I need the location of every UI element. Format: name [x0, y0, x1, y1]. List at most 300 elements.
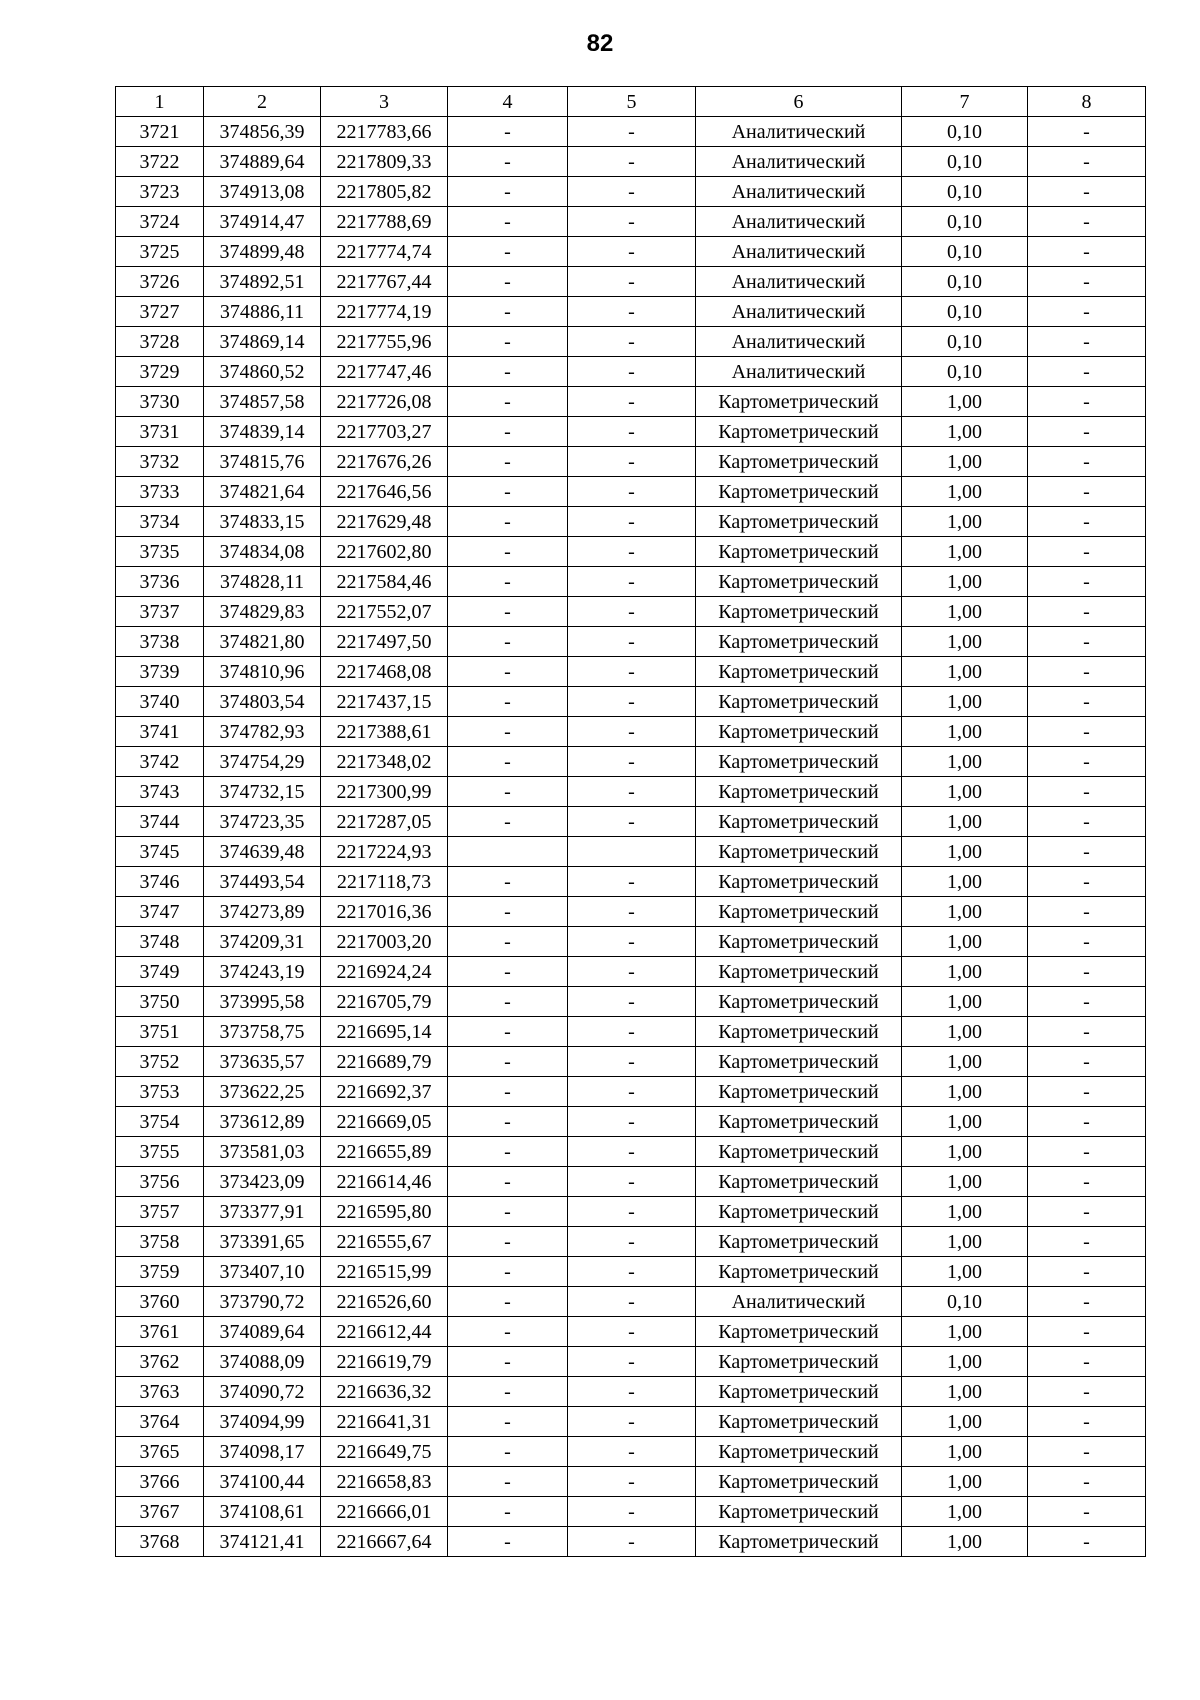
table-cell-col-2: 374723,35 — [204, 807, 321, 837]
table-cell-col-4: - — [448, 267, 568, 297]
table-cell-col-1: 3728 — [116, 327, 204, 357]
table-cell-col-6: Аналитический — [696, 357, 902, 387]
table-row — [116, 777, 1146, 807]
table-cell-col-4: - — [448, 687, 568, 717]
table-cell-col-6: Картометрический — [696, 717, 902, 747]
table-cell-col-2: 374856,39 — [204, 117, 321, 147]
table-cell-col-1: 3765 — [116, 1437, 204, 1467]
table-cell-col-6: Картометрический — [696, 1077, 902, 1107]
table-row — [116, 1137, 1146, 1167]
table-cell-col-8: - — [1028, 1497, 1146, 1527]
table-cell-col-5: - — [568, 117, 696, 147]
table-cell-col-3: 2217602,80 — [321, 537, 448, 567]
table-cell-col-8: - — [1028, 717, 1146, 747]
table-cell-col-4: - — [448, 1347, 568, 1377]
table-cell-col-3: 2216515,99 — [321, 1257, 448, 1287]
table-cell-col-6: Картометрический — [696, 957, 902, 987]
table-cell-col-3: 2217584,46 — [321, 567, 448, 597]
table-cell-col-7: 1,00 — [902, 627, 1028, 657]
column-header-8: 8 — [1028, 87, 1146, 117]
table-cell-col-7: 1,00 — [902, 957, 1028, 987]
table-cell-col-6: Аналитический — [696, 177, 902, 207]
table-cell-col-3: 2217805,82 — [321, 177, 448, 207]
table-cell-col-3: 2217118,73 — [321, 867, 448, 897]
table-cell-col-3: 2217747,46 — [321, 357, 448, 387]
table-cell-col-5: - — [568, 1317, 696, 1347]
table-cell-col-4: - — [448, 1107, 568, 1137]
table-cell-col-1: 3743 — [116, 777, 204, 807]
table-cell-col-8: - — [1028, 867, 1146, 897]
table-cell-col-5: - — [568, 1197, 696, 1227]
table-cell-col-2: 373391,65 — [204, 1227, 321, 1257]
table-cell-col-5: - — [568, 1017, 696, 1047]
table-cell-col-3: 2217629,48 — [321, 507, 448, 537]
table-cell-col-1: 3732 — [116, 447, 204, 477]
table-row — [116, 657, 1146, 687]
table-cell-col-2: 373612,89 — [204, 1107, 321, 1137]
table-cell-col-5: - — [568, 327, 696, 357]
table-cell-col-4: - — [448, 777, 568, 807]
column-header-3: 3 — [321, 87, 448, 117]
table-row — [116, 897, 1146, 927]
table-cell-col-6: Картометрический — [696, 1377, 902, 1407]
table-cell-col-4: - — [448, 1287, 568, 1317]
table-cell-col-6: Картометрический — [696, 597, 902, 627]
table-cell-col-7: 0,10 — [902, 147, 1028, 177]
table-cell-col-4: - — [448, 927, 568, 957]
table-row — [116, 1317, 1146, 1347]
table-cell-col-5: - — [568, 237, 696, 267]
table-row — [116, 867, 1146, 897]
table-cell-col-1: 3734 — [116, 507, 204, 537]
table-cell-col-4: - — [448, 1407, 568, 1437]
table-cell-col-5: - — [568, 1077, 696, 1107]
table-cell-col-2: 373635,57 — [204, 1047, 321, 1077]
table-row — [116, 1077, 1146, 1107]
table-cell-col-4: - — [448, 957, 568, 987]
table-cell-col-1: 3745 — [116, 837, 204, 867]
table-row — [116, 177, 1146, 207]
table-cell-col-6: Картометрический — [696, 387, 902, 417]
table-cell-col-2: 373423,09 — [204, 1167, 321, 1197]
table-cell-col-8: - — [1028, 207, 1146, 237]
table-cell-col-3: 2217437,15 — [321, 687, 448, 717]
table-cell-col-4: - — [448, 567, 568, 597]
table-cell-col-5: - — [568, 987, 696, 1017]
table-cell-col-8: - — [1028, 237, 1146, 267]
table-cell-col-7: 1,00 — [902, 1107, 1028, 1137]
table-cell-col-5: - — [568, 1377, 696, 1407]
table-cell-col-3: 2217552,07 — [321, 597, 448, 627]
table-row — [116, 1407, 1146, 1437]
table-cell-col-7: 1,00 — [902, 1137, 1028, 1167]
table-cell-col-2: 374914,47 — [204, 207, 321, 237]
table-cell-col-7: 1,00 — [902, 1317, 1028, 1347]
table-cell-col-5: - — [568, 747, 696, 777]
table-cell-col-1: 3767 — [116, 1497, 204, 1527]
column-header-2: 2 — [204, 87, 321, 117]
table-cell-col-2: 374209,31 — [204, 927, 321, 957]
table-cell-col-2: 374493,54 — [204, 867, 321, 897]
table-cell-col-7: 1,00 — [902, 1467, 1028, 1497]
table-cell-col-8: - — [1028, 897, 1146, 927]
table-cell-col-1: 3721 — [116, 117, 204, 147]
table-cell-col-6: Аналитический — [696, 1287, 902, 1317]
table-cell-col-2: 374639,48 — [204, 837, 321, 867]
table-cell-col-8: - — [1028, 1167, 1146, 1197]
table-cell-col-6: Картометрический — [696, 1347, 902, 1377]
table-cell-col-2: 373407,10 — [204, 1257, 321, 1287]
table-cell-col-7: 1,00 — [902, 1437, 1028, 1467]
table-cell-col-8: - — [1028, 297, 1146, 327]
page-number: 82 — [586, 30, 614, 57]
table-row — [116, 147, 1146, 177]
table-cell-col-5: - — [568, 1497, 696, 1527]
table-cell-col-7: 1,00 — [902, 537, 1028, 567]
table-cell-col-7: 1,00 — [902, 417, 1028, 447]
table-cell-col-6: Картометрический — [696, 507, 902, 537]
table-cell-col-1: 3762 — [116, 1347, 204, 1377]
table-cell-col-7: 1,00 — [902, 1077, 1028, 1107]
table-cell-col-6: Картометрический — [696, 1527, 902, 1557]
table-cell-col-3: 2217788,69 — [321, 207, 448, 237]
table-cell-col-2: 374892,51 — [204, 267, 321, 297]
table-cell-col-5: - — [568, 627, 696, 657]
table-cell-col-7: 1,00 — [902, 447, 1028, 477]
table-cell-col-6: Картометрический — [696, 927, 902, 957]
table-cell-col-1: 3737 — [116, 597, 204, 627]
table-cell-col-7: 1,00 — [902, 1167, 1028, 1197]
table-cell-col-8: - — [1028, 1047, 1146, 1077]
table-cell-col-5: - — [568, 957, 696, 987]
table-cell-col-8: - — [1028, 1077, 1146, 1107]
table-cell-col-1: 3726 — [116, 267, 204, 297]
table-cell-col-1: 3731 — [116, 417, 204, 447]
table-cell-col-3: 2216641,31 — [321, 1407, 448, 1437]
table-cell-col-1: 3761 — [116, 1317, 204, 1347]
table-cell-col-8: - — [1028, 1137, 1146, 1167]
table-cell-col-3: 2216655,89 — [321, 1137, 448, 1167]
column-header-4: 4 — [448, 87, 568, 117]
table-cell-col-4: - — [448, 147, 568, 177]
table-cell-col-8: - — [1028, 687, 1146, 717]
table-cell-col-7: 1,00 — [902, 387, 1028, 417]
table-cell-col-5: - — [568, 867, 696, 897]
table-cell-col-4: - — [448, 1197, 568, 1227]
table-cell-col-2: 374899,48 — [204, 237, 321, 267]
table-cell-col-1: 3747 — [116, 897, 204, 927]
table-cell-col-3: 2217287,05 — [321, 807, 448, 837]
table-cell-col-7: 1,00 — [902, 807, 1028, 837]
table-cell-col-2: 374821,64 — [204, 477, 321, 507]
table-cell-col-2: 374810,96 — [204, 657, 321, 687]
table-cell-col-4: - — [448, 207, 568, 237]
table-cell-col-7: 1,00 — [902, 1047, 1028, 1077]
table-cell-col-4: - — [448, 897, 568, 927]
table-cell-col-6: Картометрический — [696, 837, 902, 867]
table-cell-col-6: Картометрический — [696, 897, 902, 927]
table-cell-col-5: - — [568, 1287, 696, 1317]
table-row — [116, 1347, 1146, 1377]
table-cell-col-6: Аналитический — [696, 207, 902, 237]
table-cell-col-4: - — [448, 1047, 568, 1077]
table-row — [116, 807, 1146, 837]
table-cell-col-2: 374857,58 — [204, 387, 321, 417]
table-cell-col-1: 3735 — [116, 537, 204, 567]
table-cell-col-3: 2217676,26 — [321, 447, 448, 477]
table-cell-col-2: 374108,61 — [204, 1497, 321, 1527]
table-row — [116, 117, 1146, 147]
table-cell-col-2: 374098,17 — [204, 1437, 321, 1467]
table-cell-col-6: Картометрический — [696, 1107, 902, 1137]
table-row — [116, 1497, 1146, 1527]
table-cell-col-5: - — [568, 597, 696, 627]
table-cell-col-5: - — [568, 357, 696, 387]
table-cell-col-3: 2216667,64 — [321, 1527, 448, 1557]
table-cell-col-4: - — [448, 387, 568, 417]
table-cell-col-7: 1,00 — [902, 837, 1028, 867]
table-cell-col-2: 374243,19 — [204, 957, 321, 987]
table-cell-col-6: Аналитический — [696, 117, 902, 147]
table-cell-col-4: - — [448, 507, 568, 537]
table-cell-col-7: 1,00 — [902, 1347, 1028, 1377]
table-cell-col-4: - — [448, 597, 568, 627]
table-cell-col-5: - — [568, 387, 696, 417]
table-cell-col-6: Картометрический — [696, 1407, 902, 1437]
table-cell-col-7: 1,00 — [902, 1527, 1028, 1557]
table-row — [116, 207, 1146, 237]
table-row — [116, 627, 1146, 657]
table-cell-col-8: - — [1028, 1107, 1146, 1137]
table-row — [116, 747, 1146, 777]
table-cell-col-7: 1,00 — [902, 507, 1028, 537]
table-cell-col-7: 0,10 — [902, 357, 1028, 387]
table-cell-col-3: 2216689,79 — [321, 1047, 448, 1077]
table-cell-col-2: 374121,41 — [204, 1527, 321, 1557]
table-cell-col-1: 3766 — [116, 1467, 204, 1497]
table-row — [116, 717, 1146, 747]
table-cell-col-7: 1,00 — [902, 717, 1028, 747]
table-cell-col-1: 3736 — [116, 567, 204, 597]
table-cell-col-7: 1,00 — [902, 657, 1028, 687]
table-cell-col-7: 0,10 — [902, 327, 1028, 357]
table-cell-col-1: 3724 — [116, 207, 204, 237]
table-cell-col-1: 3722 — [116, 147, 204, 177]
table-cell-col-2: 374088,09 — [204, 1347, 321, 1377]
table-cell-col-8: - — [1028, 927, 1146, 957]
table-cell-col-5: - — [568, 1347, 696, 1377]
table-cell-col-4: - — [448, 1257, 568, 1287]
table-cell-col-2: 374834,08 — [204, 537, 321, 567]
table-cell-col-2: 374829,83 — [204, 597, 321, 627]
table-cell-col-8: - — [1028, 447, 1146, 477]
table-cell-col-6: Картометрический — [696, 807, 902, 837]
table-cell-col-8: - — [1028, 1197, 1146, 1227]
table-cell-col-4: - — [448, 1527, 568, 1557]
table-cell-col-8: - — [1028, 537, 1146, 567]
table-cell-col-3: 2216619,79 — [321, 1347, 448, 1377]
table-row — [116, 537, 1146, 567]
table-cell-col-5: - — [568, 297, 696, 327]
table-cell-col-1: 3725 — [116, 237, 204, 267]
table-cell-col-2: 374886,11 — [204, 297, 321, 327]
table-row — [116, 1047, 1146, 1077]
table-cell-col-4: - — [448, 1017, 568, 1047]
table-cell-col-1: 3749 — [116, 957, 204, 987]
table-cell-col-5: - — [568, 897, 696, 927]
table-cell-col-2: 374833,15 — [204, 507, 321, 537]
table-cell-col-2: 373995,58 — [204, 987, 321, 1017]
table-cell-col-3: 2216555,67 — [321, 1227, 448, 1257]
table-cell-col-7: 1,00 — [902, 1257, 1028, 1287]
table-cell-col-1: 3741 — [116, 717, 204, 747]
table-cell-col-3: 2217809,33 — [321, 147, 448, 177]
table-cell-col-4: - — [448, 417, 568, 447]
table-cell-col-6: Картометрический — [696, 1437, 902, 1467]
table-cell-col-1: 3740 — [116, 687, 204, 717]
table-cell-col-6: Картометрический — [696, 687, 902, 717]
table-cell-col-4: - — [448, 1167, 568, 1197]
table-row — [116, 1257, 1146, 1287]
table-cell-col-7: 1,00 — [902, 597, 1028, 627]
table-row — [116, 1377, 1146, 1407]
table-row — [116, 1167, 1146, 1197]
table-cell-col-2: 374782,93 — [204, 717, 321, 747]
table-row — [116, 687, 1146, 717]
table-cell-col-5: - — [568, 1227, 696, 1257]
table-cell-col-1: 3748 — [116, 927, 204, 957]
table-cell-col-4: - — [448, 1137, 568, 1167]
table-cell-col-4: - — [448, 1377, 568, 1407]
table-cell-col-1: 3723 — [116, 177, 204, 207]
table-cell-col-8: - — [1028, 327, 1146, 357]
table-cell-col-1: 3742 — [116, 747, 204, 777]
table-row — [116, 1437, 1146, 1467]
table-cell-col-6: Картометрический — [696, 1497, 902, 1527]
column-header-7: 7 — [902, 87, 1028, 117]
table-cell-col-1: 3756 — [116, 1167, 204, 1197]
table-cell-col-1: 3764 — [116, 1407, 204, 1437]
table-row — [116, 1527, 1146, 1557]
table-cell-col-2: 374273,89 — [204, 897, 321, 927]
table-cell-col-1: 3760 — [116, 1287, 204, 1317]
table-cell-col-6: Картометрический — [696, 417, 902, 447]
table-cell-col-1: 3753 — [116, 1077, 204, 1107]
table-cell-col-5: - — [568, 567, 696, 597]
table-cell-col-8: - — [1028, 747, 1146, 777]
table-cell-col-4: - — [448, 1317, 568, 1347]
table-row — [116, 1197, 1146, 1227]
table-cell-col-7: 0,10 — [902, 237, 1028, 267]
table-cell-col-5: - — [568, 927, 696, 957]
table-cell-col-2: 374839,14 — [204, 417, 321, 447]
table-cell-col-2: 373377,91 — [204, 1197, 321, 1227]
table-cell-col-8: - — [1028, 507, 1146, 537]
table-row — [116, 297, 1146, 327]
table-cell-col-6: Картометрический — [696, 1317, 902, 1347]
table-cell-col-8: - — [1028, 1467, 1146, 1497]
table-cell-col-4: - — [448, 327, 568, 357]
table-cell-col-3: 2216705,79 — [321, 987, 448, 1017]
table-cell-col-8: - — [1028, 1227, 1146, 1257]
table-cell-col-7: 0,10 — [902, 117, 1028, 147]
table-cell-col-3: 2217497,50 — [321, 627, 448, 657]
table-cell-col-7: 1,00 — [902, 987, 1028, 1017]
header-row — [116, 87, 1146, 117]
table-cell-col-2: 374089,64 — [204, 1317, 321, 1347]
table-row — [116, 417, 1146, 447]
table-cell-col-1: 3739 — [116, 657, 204, 687]
table-cell-col-2: 374803,54 — [204, 687, 321, 717]
table-cell-col-4: - — [448, 1467, 568, 1497]
table-cell-col-6: Картометрический — [696, 867, 902, 897]
table-cell-col-1: 3752 — [116, 1047, 204, 1077]
table-cell-col-6: Картометрический — [696, 537, 902, 567]
table-cell-col-6: Аналитический — [696, 297, 902, 327]
table-cell-col-8: - — [1028, 357, 1146, 387]
table-cell-col-3: 2216695,14 — [321, 1017, 448, 1047]
table-row — [116, 1467, 1146, 1497]
table-cell-col-7: 1,00 — [902, 867, 1028, 897]
table-row — [116, 987, 1146, 1017]
table-cell-col-5: - — [568, 1107, 696, 1137]
table-cell-col-7: 1,00 — [902, 1017, 1028, 1047]
table-cell-col-6: Аналитический — [696, 237, 902, 267]
table-row — [116, 447, 1146, 477]
table-cell-col-5: - — [568, 657, 696, 687]
table-cell-col-2: 373581,03 — [204, 1137, 321, 1167]
table-cell-col-8: - — [1028, 987, 1146, 1017]
table-cell-col-4: - — [448, 1437, 568, 1467]
table-cell-col-2: 373758,75 — [204, 1017, 321, 1047]
table-cell-col-5: - — [568, 1137, 696, 1167]
table-cell-col-4: - — [448, 537, 568, 567]
table-cell-col-8: - — [1028, 387, 1146, 417]
table-cell-col-5: - — [568, 1467, 696, 1497]
column-header-5: 5 — [568, 87, 696, 117]
table-cell-col-5: - — [568, 207, 696, 237]
table-row — [116, 1107, 1146, 1137]
table-cell-col-4: - — [448, 1497, 568, 1527]
table-row — [116, 387, 1146, 417]
table-cell-col-8: - — [1028, 1347, 1146, 1377]
table-cell-col-1: 3730 — [116, 387, 204, 417]
table-cell-col-4: - — [448, 627, 568, 657]
table-cell-col-8: - — [1028, 567, 1146, 597]
table-cell-col-4: - — [448, 297, 568, 327]
table-cell-col-8: - — [1028, 1257, 1146, 1287]
table-row — [116, 567, 1146, 597]
table-body — [116, 117, 1146, 1557]
table-cell-col-8: - — [1028, 477, 1146, 507]
table-cell-col-6: Аналитический — [696, 267, 902, 297]
table-cell-col-3: 2217388,61 — [321, 717, 448, 747]
table-row — [116, 927, 1146, 957]
table-cell-col-5: - — [568, 417, 696, 447]
table-cell-col-6: Картометрический — [696, 1197, 902, 1227]
table-cell-col-3: 2216595,80 — [321, 1197, 448, 1227]
table-cell-col-8: - — [1028, 597, 1146, 627]
table-cell-col-5: - — [568, 447, 696, 477]
table-cell-col-5: - — [568, 177, 696, 207]
table-cell-col-2: 374754,29 — [204, 747, 321, 777]
table-cell-col-5: - — [568, 777, 696, 807]
table-cell-col-8: - — [1028, 957, 1146, 987]
table-cell-col-6: Картометрический — [696, 657, 902, 687]
table-cell-col-7: 1,00 — [902, 687, 1028, 717]
table-cell-col-7: 1,00 — [902, 567, 1028, 597]
table-cell-col-3: 2216669,05 — [321, 1107, 448, 1137]
